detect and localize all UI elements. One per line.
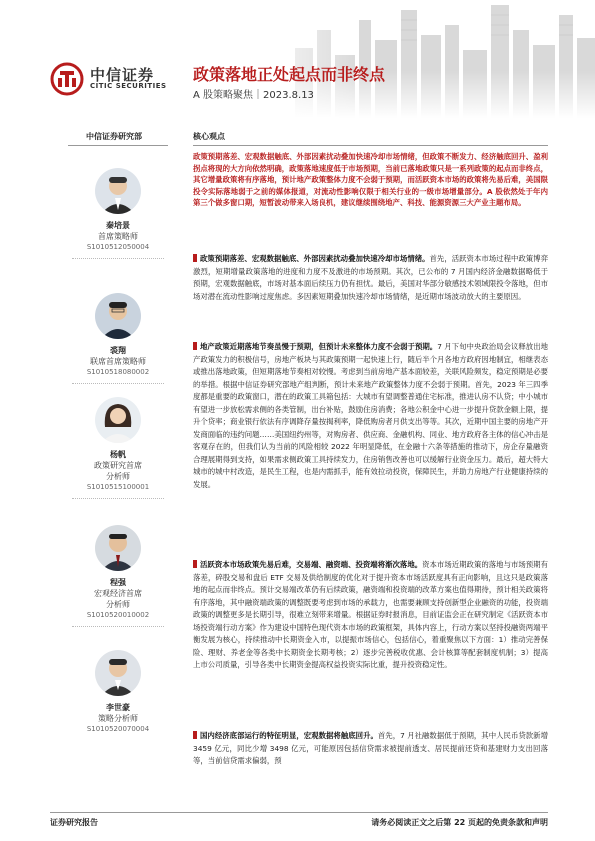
analyst-cert-number: S1010518080002 [86, 368, 150, 376]
analyst-separator [72, 383, 164, 384]
analyst-role: 宏观经济首席 [94, 589, 142, 598]
analysis-paragraph [193, 253, 548, 303]
footer-label: 证券研究报告 [50, 818, 98, 827]
analyst-photo [95, 525, 141, 571]
paragraph-body: 7 月下旬中央政治局会议释放出地产政策发力的积极信号，房地产板块与其政策预期一起快速上行，随后半个月各地方政府因地制宜，相继表态或推出落地政策，但短期落地节奏相对较慢。考虑到当前房地产基本面较差，关联风险频发，稳定预期是必要的举措。根据中信证券研究部地产组判断，预计未来地产政策整体力度不会弱于预期。首先，2023 年三四季度都是重要的政策窗口，潜在的政策工具箱包括：大城市有望调整普通住宅标准，推进认房不认贷；中小城市有望进一步放松需求侧的各类管制，出台补贴，鼓励住房消费；各地公积金中心进一步提升贷款金额上限，提升个贷率；商业银行依法有序调降存量按揭利率，降低购房者月供支出等等。其次，近期中国主要的房地产开发商面临的违约问题……美国纽约州等，对购房者、供应商、金融机构、同业、地方政府各主体的信心冲击是客观存在的，但我们认为当前的风险相较 2022 年明显降低，在金融十六条等措施的推动下，房企存量融资合理展期得到支持，如果需求侧政策工具持续发力，住房销售改善也可以缓解行业资金压力。最后，超大特大城市的城中村改造，是民生工程，也是内需抓手，能有效拉动投资，保障民生，并助力房地产行业健康持续的发展。 [193, 342, 548, 489]
logo-english-text: CITIC SECURITIES [90, 82, 167, 90]
analyst-name: 程强 [110, 578, 126, 587]
analyst-cert-number: S1010512050004 [86, 243, 150, 251]
institute-name: 中信证券研究部 [86, 132, 142, 141]
paragraph-body: 首先，7 月社融数据低于预期，其中人民币贷款新增 3459 亿元，同比少增 3498 亿元，可能原因包括信贷需求被提前透支、居民提前还贷和基建财力支出回落等，当前信贷需求偏弱，预 [193, 731, 548, 765]
bullet-marker [193, 731, 197, 739]
analyst-role-line2: 分析师 [106, 600, 130, 609]
paragraph-lead: 地产政策近期落地节奏虽慢于预期，但预计未来整体力度不会弱于预期。 [200, 342, 438, 351]
analyst-photo [95, 168, 141, 214]
analyst-role: 联席首席策略师 [90, 357, 146, 366]
core-view-heading: 核心观点 [193, 132, 225, 141]
analyst-cert-number: S1010520010002 [86, 611, 150, 619]
analyst-photo [95, 650, 141, 696]
analyst-name: 李世豪 [106, 703, 130, 712]
analyst-card [68, 293, 168, 384]
analyst-card [68, 650, 168, 735]
analysis-paragraph [193, 559, 548, 672]
left-divider [68, 145, 168, 146]
paragraph-body: 首先，活跃资本市场过程中政策博弈激烈，短期增量政策落地的进度和力度不及激进的市场预期。其次，已公布的 7 月国内经济金融数据略低于预期，宏观数据触底，市场对基本面后续压力仍有担忧。最后，美国对华部分敏感技术领域限投令落地，但市场对潜在流动性影响过度焦虑。多因素短期叠加快速冷却市场情绪，是近期市场波动放大的主要原因。 [193, 254, 548, 301]
report-subtitle: A 股策略聚焦｜2023.8.13 [193, 90, 314, 101]
analyst-card [68, 525, 168, 627]
analyst-cert-number: S1010515100001 [86, 483, 150, 491]
analyst-separator [72, 498, 164, 499]
analyst-role: 政策研究首席 [94, 461, 142, 470]
analyst-role-line2: 分析师 [106, 472, 130, 481]
bullet-marker [193, 342, 197, 350]
analyst-photo [95, 397, 141, 443]
citic-logo-icon [50, 62, 84, 96]
bullet-marker [193, 254, 197, 262]
analyst-card [68, 168, 168, 259]
analyst-role: 首席策略师 [98, 232, 138, 241]
analyst-photo [95, 293, 141, 339]
analyst-separator [72, 626, 164, 627]
analysis-paragraph [193, 341, 548, 491]
analysis-paragraph [193, 730, 548, 768]
right-divider [193, 145, 548, 146]
analyst-separator [72, 258, 164, 259]
analyst-name: 杨帆 [110, 450, 126, 459]
paragraph-lead: 活跃资本市场政策先易后难，交易端、融资端、投资端将渐次落地。 [200, 560, 423, 569]
paragraph-lead: 国内经济底部运行的特征明显，宏观数据将触底回升。 [200, 731, 378, 740]
footer-disclaimer: 请务必阅读正文之后第 22 页起的免责条款和声明 [371, 818, 548, 827]
report-title: 政策落地正处起点而非终点 [193, 65, 386, 84]
analyst-role: 策略分析师 [98, 714, 138, 723]
analyst-name: 裘翔 [110, 346, 126, 355]
footer-divider [50, 812, 548, 813]
bullet-marker [193, 560, 197, 568]
paragraph-lead: 政策预期落差、宏观数据触底、外部因素扰动叠加快速冷却市场情绪。 [200, 254, 430, 263]
page-header [0, 0, 595, 118]
paragraph-body: 资本市场近期政策的落地与市场预期有落差，碎股交易和盘后 ETF 交易及供给制度的优化对于提升资本市场活跃度具有正向影响，且这只是政策落地的起点而非终点。预计交易端改革仍有后续政策，融资端和投资端的改革方案也值得期待，预计相关政策将有序落地，其中融资端政策的调整既要考虑到市场的承载力，也需要兼顾支持创新型企业融资的功能，投资端政策的调整更多是长期引导，很难立刻带来增量。根据证券时报消息，目前证监会正在研究制定《活跃资本市场投资端行动方案》作为建设中国特色现代资本市场的政策框架，具体内容上，行动方案以坚持投融资两端平衡发展为核心，持续推动中长期资金入市，以提振市场信心，包括信心，着重聚焦以下方面：1）推动完善保险、理财、养老金等各类中长期资金长期考核；2）逐步完善税收优惠、会计核算等配套制度机制；3）提高上市公司质量，引导各类中长期资金提高权益投资实际比重，提升投资稳定性。 [193, 560, 548, 669]
analyst-cert-number: S1010520070004 [86, 725, 150, 733]
analyst-name: 秦培景 [106, 221, 130, 230]
analyst-card [68, 397, 168, 499]
core-view-summary: 政策预期落差、宏观数据触底、外部因素扰动叠加快速冷却市场情绪，但政策不断发力、经济触底回升、盈利拐点将现的大方向依然明确，政策落地速度低于市场预期，当前已落地政策只是一系列政策的起点而非终点，其它增量政策将有序落地，预计地产政策整体力度不会弱于预期，而活跃资本市场的政策将先易后难，美国限投令实际落地弱于之前的媒体报道，对流动性影响仅限于相关行业的一级市场增量部分。A 股依然处于年内第三个做多窗口期，短暂波动带来入场良机，建议继续围绕地产、科技、能源资源三大产业主题布局。 [193, 152, 548, 207]
logo-chinese-text: 中信证券 [90, 66, 155, 84]
